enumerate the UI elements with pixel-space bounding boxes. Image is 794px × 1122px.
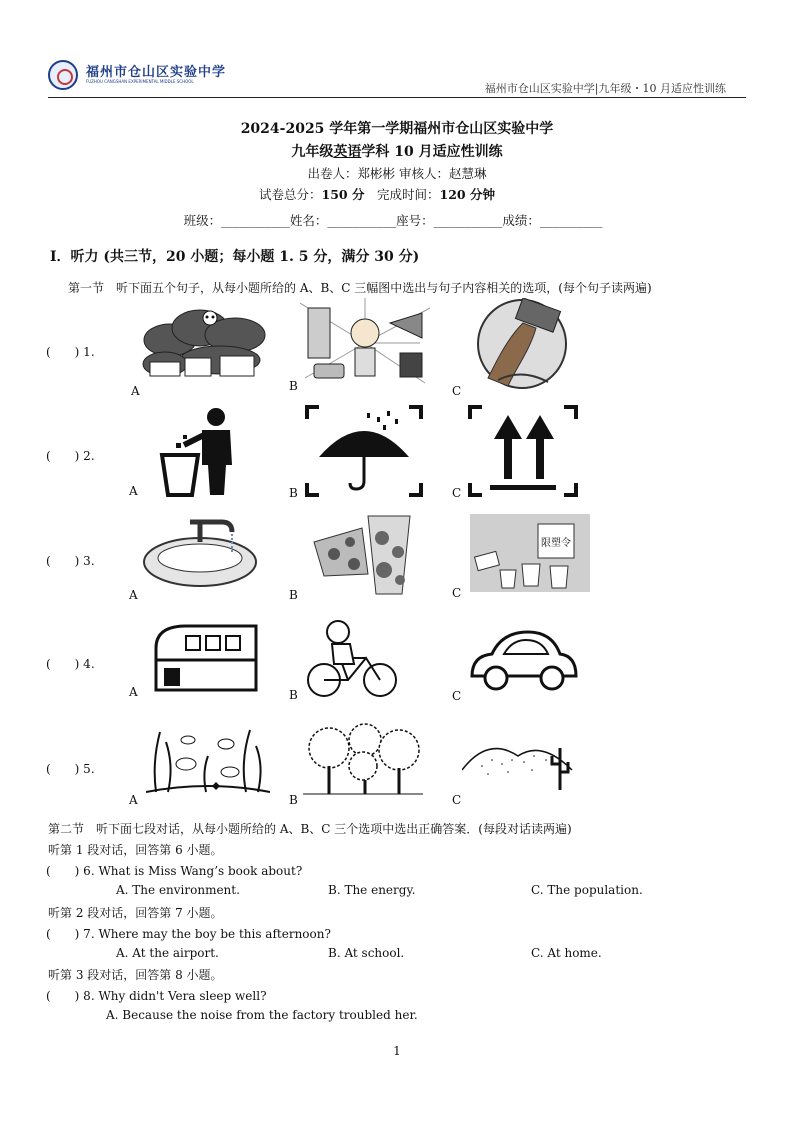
question-3-number: ( ) 3.: [46, 554, 95, 568]
dialog-3-intro: 听第 3 段对话，回答第 8 小题。: [48, 968, 223, 982]
q1-option-b-noise-image: [300, 298, 430, 388]
q4-option-b-bicycle-image: [304, 618, 400, 700]
dialog-1-intro: 听第 1 段对话，回答第 6 小题。: [48, 843, 223, 857]
school-emblem-icon: [48, 60, 78, 90]
q8-option-a: A. Because the noise from the factory troubled her.: [106, 1008, 418, 1022]
header-right-text: 福州市仓山区实验中学|九年级・10 月适应性训练: [484, 82, 726, 95]
question-5-number: ( ) 5.: [46, 762, 95, 776]
q3-option-c-plastic-ban-image: [470, 514, 590, 592]
q2-label-a: A: [129, 484, 138, 498]
question-4-number: ( ) 4.: [46, 657, 95, 671]
school-logo: [48, 58, 268, 90]
q5-option-a-sea-life-image: [146, 722, 270, 798]
q6-option-a: A. The environment.: [116, 883, 240, 897]
q5-option-c-desert-image: [462, 730, 580, 792]
q3-option-a-tap-basin-image: [140, 512, 260, 594]
dialog-2-intro: 听第 2 段对话，回答第 7 小题。: [48, 906, 223, 920]
q2-label-c: C: [452, 486, 462, 500]
q1-label-b: B: [289, 379, 298, 393]
part2-intro: 第二节 听下面七段对话，从每小题所给的 A、B、C 三个选项中选出正确答案．(每段对话读两遍): [48, 822, 572, 836]
q4-label-b: B: [289, 688, 298, 702]
exam-title-line2: 九年级英语学科 10 月适应性训练: [291, 144, 503, 160]
q2-option-b-keep-dry-sign: [305, 405, 423, 497]
question-1-number: ( ) 1.: [46, 345, 95, 359]
question-7: ( ) 7. Where may the boy be this afternoon?: [46, 927, 331, 941]
q6-option-c: C. The population.: [531, 883, 643, 897]
logo-text-en: FUZHOU CANGSHAN EXPERIMENTAL MIDDLE SCHOOL: [86, 79, 194, 84]
q1-option-c-water-pollution-image: [468, 298, 576, 390]
page-header: [48, 58, 746, 98]
q5-label-c: C: [452, 793, 462, 807]
q4-label-a: A: [129, 685, 138, 699]
page-number: 1: [393, 1044, 401, 1058]
q1-label-a: A: [131, 384, 140, 398]
q3-label-a: A: [129, 588, 138, 602]
q4-option-c-car-image: [468, 626, 580, 692]
q3-label-c: C: [452, 586, 462, 600]
q7-option-c: C. At home.: [531, 946, 602, 960]
exam-title-line1: 2024-2025 学年第一学期福州市仓山区实验中学: [240, 121, 554, 137]
section-title-listening: I．听力 (共三节，20 小题；每小题 1. 5 分，满分 30 分): [50, 249, 420, 265]
q4-label-c: C: [452, 689, 462, 703]
part1-intro: 第一节 听下面五个句子，从每小题所给的 A、B、C 三幅图中选出与句子内容相关的选项，(每个句子读两遍): [68, 281, 652, 295]
q2-option-c-this-way-up-sign: [468, 405, 578, 497]
q4-option-a-train-image: [146, 620, 266, 696]
plastic-ban-sign-text: 限塑令: [541, 538, 571, 549]
q2-option-a-litter-bin-sign: [158, 405, 243, 497]
question-2-number: ( ) 2.: [46, 449, 95, 463]
student-info-fields: 班级：___________姓名：___________座号：___________成绩：__________: [183, 213, 603, 228]
q3-label-b: B: [289, 588, 298, 602]
q6-option-b: B. The energy.: [328, 883, 416, 897]
question-8: ( ) 8. Why didn't Vera sleep well?: [46, 989, 267, 1003]
q2-label-b: B: [289, 486, 298, 500]
q1-label-c: C: [452, 384, 462, 398]
q5-option-b-forest-image: [303, 722, 423, 800]
q5-label-b: B: [289, 793, 298, 807]
q5-label-a: A: [129, 793, 138, 807]
exam-authors: 出卷人：郑彬彬 审核人：赵慧琳: [307, 166, 487, 181]
q1-option-a-pollution-city-image: [140, 300, 270, 382]
q3-option-b-paper-cups-image: [310, 512, 415, 598]
question-6: ( ) 6. What is Miss Wang’s book about?: [46, 864, 303, 878]
exam-score-time: 试卷总分：150 分 完成时间：120 分钟: [259, 187, 495, 202]
logo-text-cn: 福州市仓山区实验中学: [86, 65, 227, 80]
q7-option-b: B. At school.: [328, 946, 405, 960]
q7-option-a: A. At the airport.: [116, 946, 219, 960]
